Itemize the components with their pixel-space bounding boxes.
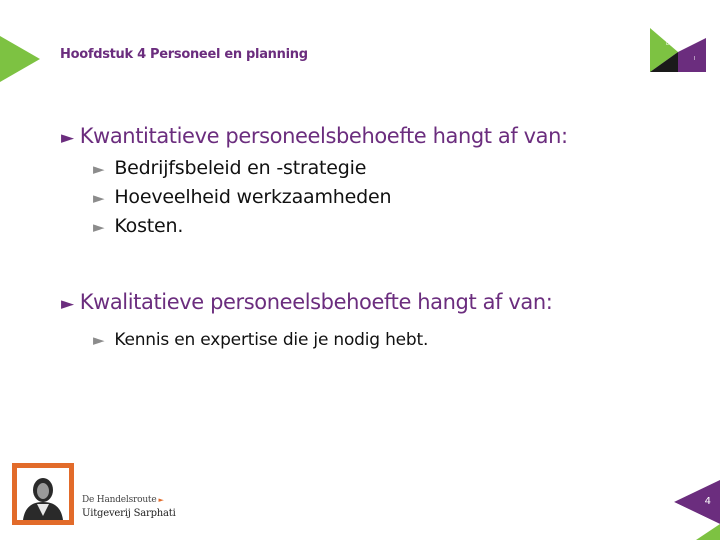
section-quantitative: [61, 124, 568, 241]
svg-text:L: L: [666, 41, 669, 47]
publisher-line2: Uitgeverij Sarphati: [82, 508, 176, 519]
list-item: [93, 154, 568, 183]
section-heading: Kwantitatieve personeelsbehoefte hangt af van:: [79, 124, 568, 148]
list-item-text: Hoeveelheid werkzaamheden: [114, 186, 392, 208]
sub-list: [93, 154, 568, 241]
publisher-logo: [12, 463, 74, 525]
list-item: [93, 212, 568, 241]
portrait-icon: [17, 468, 69, 520]
bullet-arrow-icon: ►: [61, 128, 74, 148]
list-item-text: Kosten.: [114, 215, 184, 237]
green-triangle-icon: [0, 36, 40, 82]
publisher-line1: De Handelsroute ►: [82, 495, 164, 505]
page-number: 4: [704, 496, 711, 507]
list-item-text: Kennis en expertise die je nodig hebt.: [114, 330, 429, 350]
page-corner-icon: [674, 480, 720, 540]
small-triangle-icon: ►: [158, 496, 164, 504]
bullet-arrow-icon: ►: [93, 331, 105, 349]
list-item-text: Bedrijfsbeleid en -strategie: [114, 157, 367, 179]
bullet-arrow-icon: ►: [93, 218, 105, 236]
section-qualitative: [61, 290, 552, 354]
section-heading: Kwalitatieve personeelsbehoefte hangt af van:: [79, 290, 553, 314]
list-item: [93, 183, 568, 212]
bullet-arrow-icon: ►: [61, 294, 74, 314]
bullet-arrow-icon: ►: [93, 189, 105, 207]
chapter-title: Hoofdstuk 4 Personeel en planning: [60, 47, 308, 62]
sub-list: [93, 326, 552, 354]
main-bullet: [61, 290, 552, 314]
svg-text:I: I: [694, 56, 696, 62]
main-bullet: [61, 124, 568, 148]
bullet-arrow-icon: ►: [93, 160, 105, 178]
list-item: [93, 326, 552, 354]
publisher-text: [82, 495, 176, 519]
corner-logo-icon: [648, 28, 708, 76]
